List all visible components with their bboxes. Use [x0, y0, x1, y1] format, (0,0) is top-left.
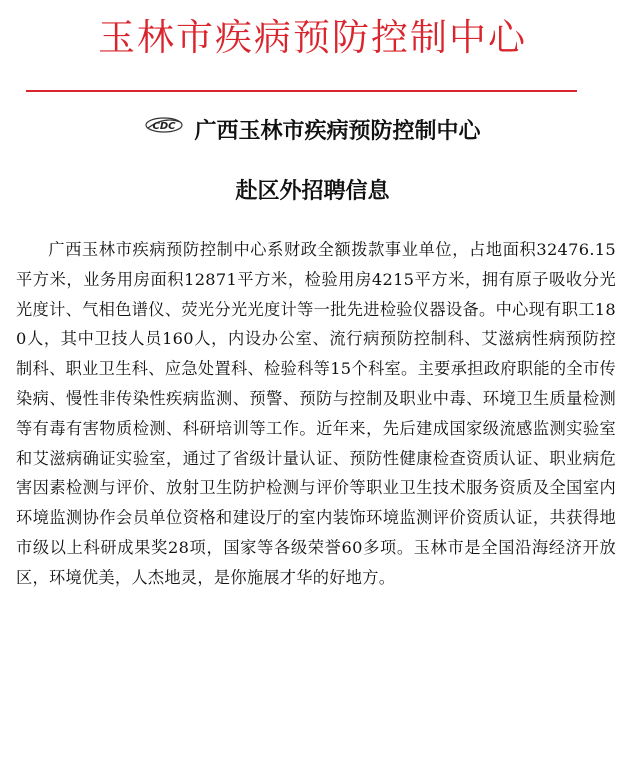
letterhead-rule — [26, 90, 577, 92]
cdc-logo-text: CDC — [152, 121, 176, 132]
document-subtitle: 赴区外招聘信息 — [235, 179, 390, 204]
title-main: 广西玉林市疾病预防控制中心 — [194, 119, 481, 144]
body-paragraph: 广西玉林市疾病预防控制中心系财政全额拨款事业单位，占地面积32476.15平方米，业务用房面积12871平方米，检验用房4215平方米，拥有原子吸收分光光度计、气相色谱仪、荧光分光光度计等一批先进检验仪器设备。中心现有职工180人，其中卫技人员160人，内设办公室、流行病预防控制科、艾滋病性病预防控制科、职业卫生科、应急处置科、检验科等15个科室。主要承担政府职能的全市传染病、慢性非传染性疾病监测、预警、预防与控制及职业中毒、环境卫生质量检测等有毒有害物质检测、科研培训等工作。近年来，先后建成国家级流感监测实验室和艾滋病确证实验室，通过了省级计量认证、预防性健康检查资质认证、职业病危害因素检测与评价、放射卫生防护检测与评价等职业卫生技术服务资质及全国室内环境监测协作会员单位资格和建设厅的室内装饰环境监测评价资质认证，共获得地市级以上科研成果奖28项，国家等各级荣誉60多项。玉林市是全国沿海经济开放区，环境优美，人杰地灵，是你施展才华的好地方。 — [16, 240, 616, 587]
cdc-logo-icon — [144, 114, 184, 146]
document-title — [0, 116, 625, 148]
letterhead-org-name: 玉林市疾病预防控制中心 — [98, 16, 527, 59]
